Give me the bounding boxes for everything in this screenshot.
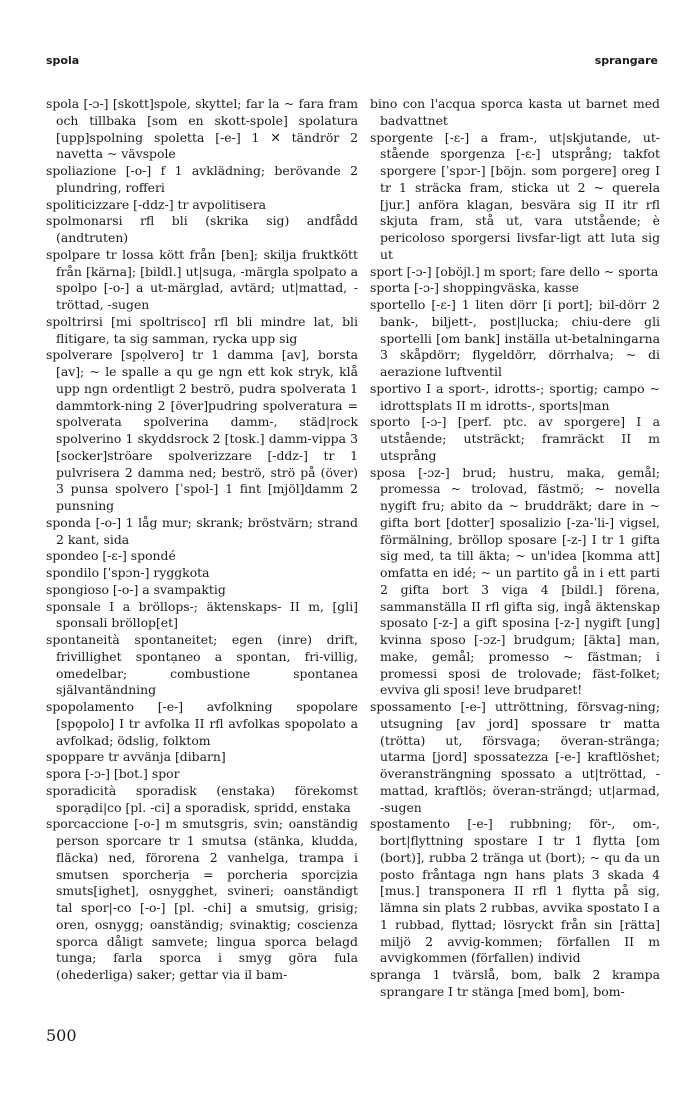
dictionary-entry: spora [-ɔ-] [bot.] spor: [46, 766, 180, 781]
dictionary-entry: sposa [-ɔz-] brud; hustru, maka, gemål; promessa ~ trolovad, fästmö; ~ novella nygift fru; abito da ~ bruddräkt; dare in ~ gifta bort [dotter] sposalizio [-za-ˈli-] vigsel, förmälning, bröllop sposare [-z-] I tr 1 gifta sig med, ta till äkta; ~ un'idea [komma att] omfatta en idé; ~ un partito gå in i ett parti 2 gifta bort 3 viga 4 [bildl.] förena, sammanställa II rfl gifta sig, ingå äktenskap sposato [-z-] a gift sposina [-z-] nygift [ung] kvinna sposo [-ɔz-] brudgum; [äkta] man, make, gemål; promesso ~ fästman; i promessi sposi de trolovade; fäst-folket; evviva gli sposi! leve brudparet!: [370, 464, 660, 698]
dictionary-entry: spondeo [-ɛ-] spondé: [46, 548, 176, 564]
dictionary-entry: spongioso [-o-] a svampaktig: [46, 581, 226, 597]
dictionary-entry: spranga 1 tvärslå, bom, balk 2 krampa sprangare I tr stänga [med bom], bom-: [370, 967, 660, 999]
dictionary-entry: spoliazione [-o-] f 1 avklädning; berövande 2 plundring, rofferi: [46, 163, 358, 195]
dictionary-entry: sport [-ɔ-] [oböjl.] m sport; fare dello ~ sporta: [370, 263, 659, 279]
dictionary-entry: sporgente [-ɛ-] a fram-, ut|skjutande, ut-stående sporgenza [-ɛ-] utsprång; takfot sporgere [ˈspɔr-] [böjn. som porgere] oreg I tr 1 sträcka fram, sticka ut 2 ~ querela [jur.] anföra klagan, besvära sig II itr rfl skjuta fram, stå ut, vara utstående; è pericoloso sporgersi livsfar-ligt att luta sig ut: [370, 129, 660, 262]
dictionary-entry: sporcaccione [-o-] m smutsgris, svin; oanständig person sporcare tr 1 smutsa (stänka, kludda, fläcka) ned, förorena 2 vanhelga, trampa i smutsen sporcherịa = porcheria sporcịzia smuts[ighet], osnygghet, svineri; oanständigt tal spor|-co [-o-] [pl. -chi] a smutsig, grisig; oren, osnygg; oanständig; svinaktig; coscienza sporca dåligt samvete; lingua sporca belagd tunga; farla sporca i smyg göra fula (ohederliga) saker; gettar via il bam-: [46, 816, 358, 982]
left-column: [46, 96, 358, 984]
dictionary-entry: sportivo I a sport-, idrotts-; sportig; campo ~ idrottsplats II m idrotts-, sports|man: [370, 380, 660, 413]
dictionary-entry: spontaneità spontaneitet; egen (inre) drift, frivillighet spontạneo a spontan, fri-villig, omedelbar; combustione spontanea självantändning: [46, 632, 358, 698]
page-number: 500: [46, 1026, 77, 1045]
guideword-right: sprangare: [594, 54, 658, 67]
dictionary-entry: spolverare [spọlvero] tr 1 damma [av], borsta [av]; ~ le spalle a qu ge ngn ett kok stryk, klå upp ngn ordentligt 2 beströ, pudra spolverata 1 dammtork-ning 2 [över]pudring spolveratura = spolverata spolverina damm-, städ|rock spolverino 1 skyddsrock 2 [tosk.] damm-vippa 3 [socker]ströare spolverizzare [-ddz-] tr 1 pulvrisera 2 damma ned; beströ, strö på (över) 3 punsa spolvero [ˈspol-] 1 fint [mjöl]damm 2 punsning: [46, 347, 358, 513]
dictionary-entry: spolpare tr lossa kött från [ben]; skilja fruktkött från [kärna]; [bildl.] ut|suga, -märgla spolpato a spolpo [-o-] a ut-märglad, avtärd; ut|mattad, -tröttad, -sugen: [46, 246, 358, 312]
dictionary-entry: sporto [-ɔ-] [perf. ptc. av sporgere] I a utstående; utsträckt; framräckt II m utsprång: [370, 414, 660, 463]
dictionary-entry: spoppare tr avvänja [dibarn]: [46, 749, 226, 765]
dictionary-entry: sporadicità sporadisk (enstaka) förekomst sporạdi|co [pl. -ci] a sporadisk, spridd, enstaka: [46, 782, 358, 815]
dictionary-entry: spondilo [ˈspɔn-] ryggkota: [46, 565, 210, 580]
dictionary-entry: spoliticizzare [-ddz-] tr avpolitisera: [46, 196, 267, 212]
dictionary-entry: spolmonarsi rfl bli (skrika sig) andfådd (andtruten): [46, 213, 358, 245]
dictionary-entry: spola [-ɔ-] [skott]spole, skyttel; far la ~ fara fram och tillbaka [som en skott-spole] spolatura [upp]spolning spoletta [-e-] 1 ✕ tändrör 2 navetta ~ vävspole: [46, 96, 358, 162]
dictionary-entry: spoltrirsi [mi spoltrisco] rfl bli mindre lat, bli flitigare, ta sig samman, rycka upp sig: [46, 313, 358, 346]
dictionary-entry: spossamento [-e-] uttröttning, försvag-ning; utsugning [av jord] spossare tr matta (trötta) ut, försvaga; överan-stränga; utarma [jord] spossatezza [-e-] kraftlöshet; överansträngning spossato a ut|tröttad, -mattad, kraftlös; överan-strängd; ut|armad, -sugen: [370, 699, 660, 815]
right-column: [370, 96, 660, 1001]
dictionary-entry: sponda [-o-] 1 låg mur; skrank; bröstvärn; strand 2 kant, sida: [46, 514, 358, 547]
dictionary-entry: sporta [-ɔ-] shoppingväska, kasse: [370, 280, 579, 296]
guideword-left: spola: [46, 54, 80, 67]
dictionary-entry: sponsale I a bröllops-; äktenskaps- II m, [gli] sponsali bröllop[et]: [46, 598, 358, 631]
dictionary-entry: spostamento [-e-] rubbning; för-, om-, bort|flyttning spostare I tr 1 flytta [om (bort)], rubba 2 tränga ut (bort); ~ qu da un posto fråntaga ngn hans plats 3 skada 4 [mus.] transponera II rfl 1 flytta på sig, lämna sin plats 2 rubbas, avvika spostato I a 1 rubbad, flyttad; lösryckt från sin [rätta] miljö 2 avvig-kommen; förfallen II m avvigkommen (förfallen) individ: [370, 816, 660, 966]
dictionary-entry: sportello [-ɛ-] 1 liten dörr [i port]; bil-dörr 2 bank-, biljett-, post|lucka; chiu-dere gli sportelli [om bank] inställa ut-betalningarna 3 skåpdörr; flygeldörr, dörrhalva; ~ di aerazione luftventil: [370, 297, 660, 379]
dictionary-entry: bino con l'acqua sporca kasta ut barnet med badvattnet: [370, 96, 660, 128]
dictionary-entry: spopolamento [-e-] avfolkning spopolare [spọpolo] I tr avfolka II rfl avfolkas spopolato a avfolkad; ödslig, folktom: [46, 699, 358, 748]
